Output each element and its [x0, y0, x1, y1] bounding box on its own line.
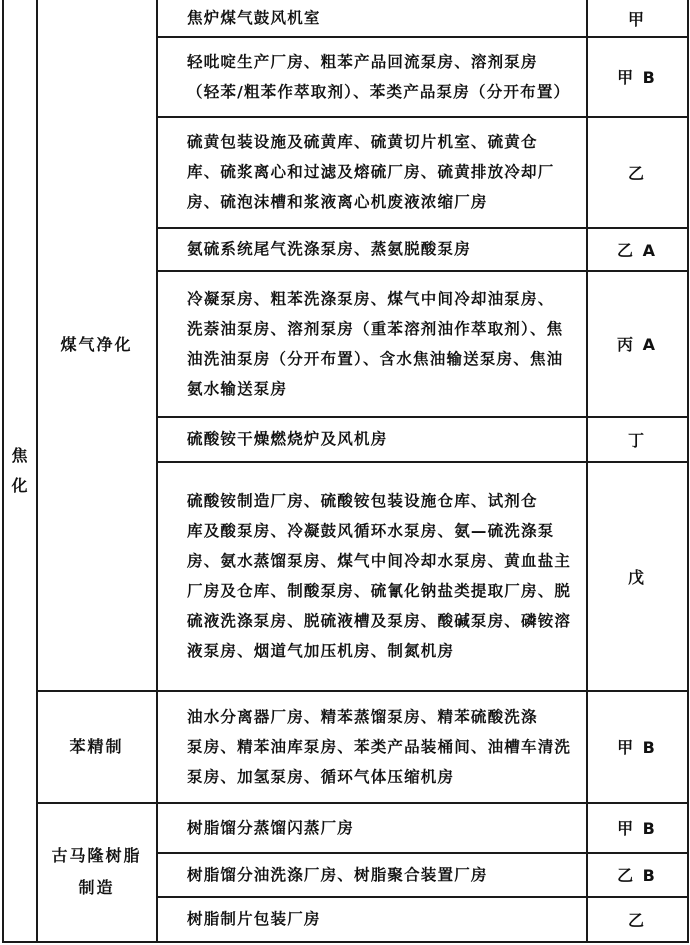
hazard-grade-cell: 戊: [627, 567, 646, 587]
hazard-grade-cell: 丁: [627, 430, 646, 450]
text-line: 轻吡啶生产厂房、粗苯产品回流泵房、溶剂泵房: [187, 52, 538, 71]
description-cell: [157, 0, 586, 36]
text-line: 硫液洗涤泵房、脱硫液槽及泵房、酸碱泵房、磷铵溶: [187, 612, 572, 630]
text-line: 洗萘油泵房、溶剂泵房（重苯溶剂油作萃取剂）、焦: [187, 319, 564, 338]
description-cell: [157, 462, 586, 690]
process-label: [51, 840, 141, 904]
description-cell: [157, 228, 586, 270]
text-line: （轻苯/粗苯作萃取剂）、苯类产品泵房（分开布置）: [187, 82, 571, 101]
text-line: 房、氨水蒸馏泵房、煤气中间冷却水泵房、黄血盐主: [187, 552, 572, 570]
text-line: 古马隆树脂: [51, 846, 142, 865]
text-line: 制造: [78, 878, 115, 897]
description-cell: [157, 117, 586, 227]
description-cell: [157, 803, 586, 852]
description-cell: [157, 897, 586, 941]
hazard-grade-cell: 乙 B: [617, 866, 657, 885]
hazard-grade-cell: 乙: [627, 910, 646, 930]
hazard-grade-cell: 甲: [627, 9, 646, 29]
hazard-grade-cell: 甲 B: [617, 819, 657, 838]
text-line: 氨水输送泵房: [187, 379, 288, 398]
bottom-border: [2, 941, 688, 943]
hazard-grade-cell: 乙 A: [617, 240, 657, 260]
text-line: 冷凝泵房、粗苯洗涤泵房、煤气中间冷却油泵房、: [187, 289, 555, 308]
text-line: 硫黄包装设施及硫黄库、硫黄切片机室、硫黄仓: [187, 133, 538, 151]
text-line: 硫酸铵制造厂房、硫酸铵包装设施仓库、试剂仓: [187, 492, 538, 510]
process-cell-coumarone-resin: [37, 803, 156, 941]
text-line: 库、硫浆离心和过滤及熔硫厂房、硫黄排放冷却厂: [187, 163, 555, 181]
text-line: 焦炉煤气鼓风机室: [187, 9, 321, 27]
text-line: 房、硫泡沫槽和浆液离心机废液浓缩厂房: [187, 193, 488, 211]
process-cell-gas-purification: [37, 0, 156, 690]
text-line: 油水分离器厂房、精苯蒸馏泵房、精苯硫酸洗涤: [187, 707, 538, 726]
description-cell: [157, 417, 586, 461]
text-line: 苯精制: [69, 736, 124, 756]
text-line: 油洗油泵房（分开布置）、含水焦油输送泵房、焦油: [187, 349, 564, 368]
text-line: 库及酸泵房、冷凝鼓风循环水泵房、氨—硫洗涤泵: [187, 522, 555, 540]
category-label: [11, 441, 27, 501]
description-cell: [157, 37, 586, 116]
process-label: [60, 329, 132, 361]
description-cell: [157, 853, 586, 896]
description-cell: [157, 271, 586, 416]
text-line: 氨硫系统尾气洗涤泵房、蒸氨脱酸泵房: [187, 240, 471, 258]
text-line: 厂房及仓库、制酸泵房、硫氰化钠盐类提取厂房、脱: [187, 582, 572, 600]
category-char: 化: [11, 475, 28, 495]
text-line: 泵房、加氢泵房、循环气体压缩机房: [187, 767, 455, 786]
hazard-grade-cell: 甲 B: [617, 738, 657, 757]
process-cell-benzene-refining: [37, 691, 156, 802]
category-char: 焦: [11, 445, 28, 465]
text-line: 液泵房、烟道气加压机房、制氮机房: [187, 642, 455, 660]
category-cell: [3, 0, 36, 941]
text-line: 树脂馏分蒸馏闪蒸厂房: [187, 818, 355, 837]
text-line: 泵房、精苯油库泵房、苯类产品装桶间、油槽车清洗: [187, 737, 572, 756]
hazard-grade-cell: 乙: [627, 163, 646, 183]
text-line: 煤气净化: [60, 335, 133, 354]
text-line: 树脂制片包装厂房: [187, 910, 321, 928]
hazard-grade-cell: 丙 A: [617, 335, 657, 354]
text-line: 树脂馏分油洗涤厂房、树脂聚合装置厂房: [187, 865, 488, 884]
hazard-grade-cell: 甲 B: [617, 68, 657, 87]
process-label: [69, 731, 123, 763]
text-line: 硫酸铵干燥燃烧炉及风机房: [187, 430, 388, 448]
description-cell: [157, 691, 586, 802]
